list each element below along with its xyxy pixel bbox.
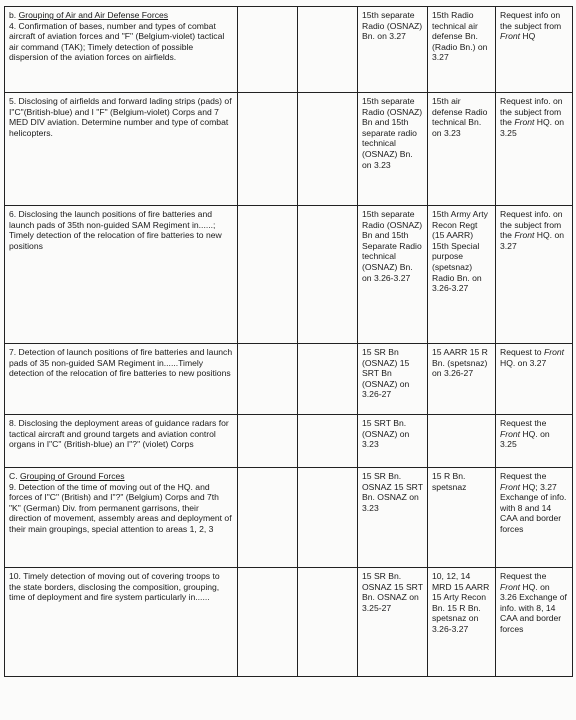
request-front: Front: [514, 117, 535, 128]
request-text: Request info. on the subject from the: [500, 96, 563, 128]
support-text: 15th Radio technical air defense Bn. (Radio Bn.) on 3.27: [432, 10, 488, 63]
support-cell: [428, 93, 496, 206]
request-cell: [496, 344, 573, 415]
empty-cell: [238, 7, 298, 93]
empty-cell: [298, 206, 358, 344]
unit-cell: [358, 206, 428, 344]
support-cell: [428, 415, 496, 468]
unit-cell: [358, 568, 428, 677]
support-text: 15th air defense Radio technical Bn. on 3.23: [432, 96, 488, 138]
support-text: 15 AARR 15 R Bn. (spetsnaz) on 3.26-27: [432, 347, 488, 379]
request-front: Front: [514, 230, 535, 241]
empty-cell: [298, 568, 358, 677]
unit-text: 15 SR Bn. OSNAZ 15 SRT Bn. OSNAZ on 3.23: [362, 471, 423, 513]
table-row: [5, 568, 573, 677]
request-text-end: HQ. on 3.25: [500, 117, 565, 138]
request-text-end: HQ. on 3.27: [500, 357, 547, 368]
task-cell: [5, 468, 238, 568]
support-cell: [428, 344, 496, 415]
task-cell: [5, 415, 238, 468]
request-cell: [496, 7, 573, 93]
unit-cell: [358, 344, 428, 415]
empty-cell: [238, 568, 298, 677]
unit-text: 15 SR Bn. OSNAZ 15 SRT Bn. OSNAZ on 3.25-27: [362, 571, 423, 613]
request-text-end: HQ. on 3.27: [500, 230, 565, 251]
task-cell: [5, 206, 238, 344]
unit-text: 15 SRT Bn. (OSNAZ) on 3.23: [362, 418, 410, 450]
empty-cell: [298, 93, 358, 206]
section-prefix: b.: [9, 10, 17, 20]
request-text: Request info on the subject from: [500, 10, 562, 31]
empty-cell: [298, 415, 358, 468]
unit-cell: [358, 415, 428, 468]
request-cell: [496, 93, 573, 206]
unit-cell: [358, 7, 428, 93]
task-cell: [5, 7, 238, 93]
unit-text: 15th separate Radio (OSNAZ) Bn and 15th separate radio technical (OSNAZ) Bn. on 3.23: [362, 96, 423, 170]
request-text: Request to: [500, 347, 544, 357]
task-cell: [5, 93, 238, 206]
empty-cell: [298, 468, 358, 568]
request-text-end: HQ. on 3.25: [500, 428, 550, 450]
support-text: 15th Army Arty Recon Regt (15 AARR) 15th Special purpose (spetsnaz) Radio Bn. on 3.26-3.27: [432, 209, 488, 294]
request-front: Front: [500, 428, 521, 439]
request-front: Front: [500, 481, 521, 492]
empty-cell: [238, 415, 298, 468]
table-row: [5, 7, 573, 93]
table-row: [5, 206, 573, 344]
request-front: Front: [500, 581, 521, 592]
support-cell: [428, 568, 496, 677]
request-text: Request the: [500, 418, 547, 428]
section-heading: Grouping of Ground Forces: [19, 471, 125, 481]
task-text: 4. Confirmation of bases, number and types of combat aircraft of aviation forces and "F" (Belgium-violet) tactical air command (TAK); Timely detection of possible dispersion of the aviation forces on airfields.: [9, 20, 225, 63]
table-row: [5, 344, 573, 415]
task-cell: [5, 568, 238, 677]
empty-cell: [238, 206, 298, 344]
task-text: 8. Disclosing the deployment areas of guidance radars for tactical aircraft and ground targets and aviation control organs in I"C" (British-blue) an I"?" (violet) Corps: [9, 418, 229, 450]
request-text-end: HQ. on 3.26 Exchange of info. with 8, 14 CAA and border forces: [500, 581, 567, 634]
table-row: [5, 415, 573, 468]
table-row: [5, 468, 573, 568]
task-text: 6. Disclosing the launch positions of fire batteries and launch pads of 35th non-guided SAM Regiment in......; Timely detection of the relocation of fire batteries to new positions: [9, 209, 222, 251]
support-cell: [428, 468, 496, 568]
support-cell: [428, 7, 496, 93]
empty-cell: [298, 344, 358, 415]
support-text: 15 R Bn. spetsnaz: [432, 471, 467, 492]
intelligence-tasks-table: [4, 6, 573, 677]
empty-cell: [238, 93, 298, 206]
request-cell: [496, 568, 573, 677]
request-front: Front: [500, 31, 521, 42]
request-front: Front: [543, 347, 565, 357]
request-text: Request the: [500, 571, 547, 581]
section-prefix: C.: [9, 471, 18, 481]
table-row: [5, 93, 573, 206]
unit-text: 15th separate Radio (OSNAZ) Bn. on 3.27: [362, 10, 423, 42]
unit-cell: [358, 468, 428, 568]
unit-text: 15 SR Bn (OSNAZ) 15 SRT Bn (OSNAZ) on 3.26-27: [362, 347, 410, 400]
task-text: 9. Detection of the time of moving out of the HQ. and forces of I"C" (British) and I"?" (Belgium) Corps and 7th "K" (German) Div. from permanent garrisons, their direction of movement, assembly areas and deployment of their main groupings, special attention to areas 1, 2, 3: [9, 481, 232, 534]
request-cell: [496, 206, 573, 344]
task-cell: [5, 344, 238, 415]
request-text-end: HQ; 3.27 Exchange of info. with 8 and 14 CAA and border forces: [500, 481, 567, 534]
request-text: Request info. on the subject from the: [500, 209, 563, 241]
request-cell: [496, 415, 573, 468]
task-text: 5. Disclosing of airfields and forward lading strips (pads) of I"C"(British-blue) and I "F" (Belgium-violet) Corps and 7 MED DIV aviation. Determine number and type of combat helicopters.: [9, 96, 232, 138]
empty-cell: [238, 344, 298, 415]
task-text: 10. Timely detection of moving out of covering troops to the state borders, disclosing the composition, grouping, time of deployment and fire system particularly in......: [9, 571, 220, 603]
section-heading: Grouping of Air and Air Defense Forces: [18, 10, 169, 20]
unit-text: 15th separate Radio (OSNAZ) Bn and 15th Separate Radio technical (OSNAZ) Bn. on 3.26-3.27: [362, 209, 423, 283]
request-cell: [496, 468, 573, 568]
request-text: Request the: [500, 471, 547, 481]
empty-cell: [238, 468, 298, 568]
task-text: 7. Detection of launch positions of fire batteries and launch pads of 35 non-guided SAM Regiment in......Timely detection of the relocation of fire batteries to new positions: [9, 347, 233, 379]
request-text-end: HQ: [520, 31, 536, 42]
unit-cell: [358, 93, 428, 206]
support-text: 10, 12, 14 MRD 15 AARR 15 Arty Recon Bn. 15 R Bn. spetsnaz on 3.26-3.27: [432, 571, 490, 634]
empty-cell: [298, 7, 358, 93]
support-cell: [428, 206, 496, 344]
